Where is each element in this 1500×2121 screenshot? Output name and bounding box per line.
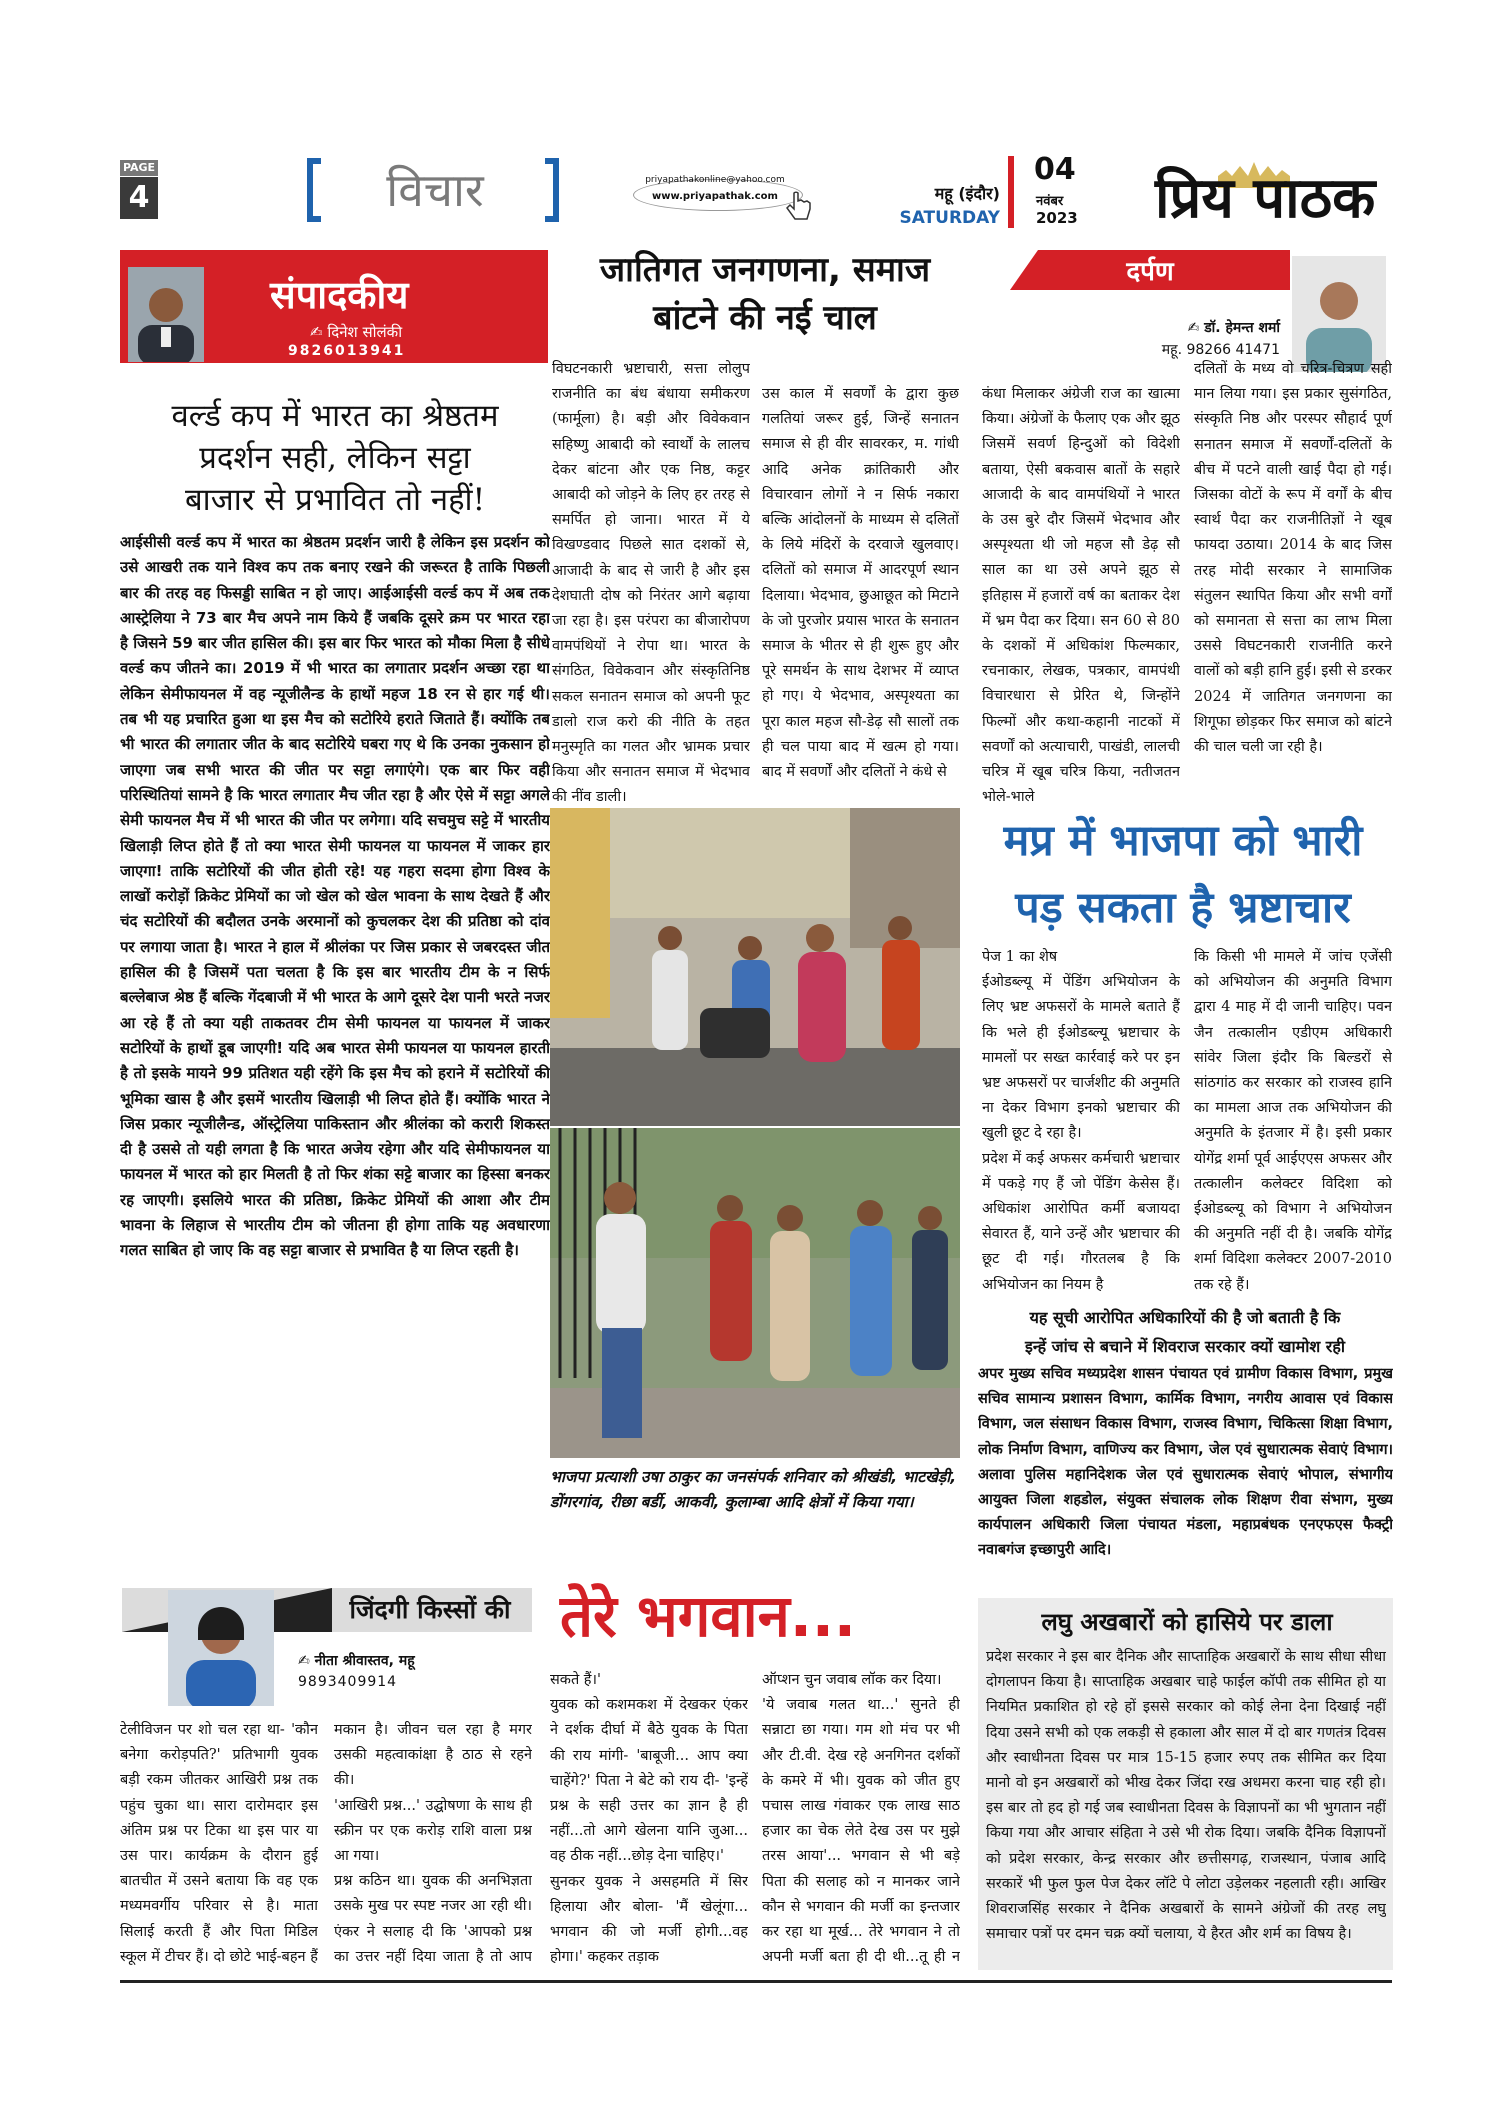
darpan-author: ✍ डॉ. हेमन्त शर्मा xyxy=(1187,320,1280,336)
editorial-author-photo xyxy=(128,267,204,362)
census-col-4: दलितों के मध्य वो चरित्र-चित्रण सही मान लिया गया। इस प्रकार सुसंगठित, संस्कृति निष्ठ और परस्पर सौहार्द पूर्ण सनातन समाज में सवर्णों-दलितों के बीच में पटने वाली खाई पैदा हो गई। जिसका वोटों के रूप में वर्गों के बीच स्वार्थ पैदा कर राजनीतिज्ञों ने खूब फायदा उठाया। 2014 के बाद जिस तरह मोदी सरकार ने सामाजिक संतुलन स्थापित किया और सभी वर्गों को समानता से सत्ता का लाभ मिला उससे विघटनकारी राजनीति करने वालों को बड़ी हानि हुई। इसी से डरकर 2024 में जातिगत जनगणना का शिगूफा छोड़कर फिर समाज को बांटने की चाल चली जा रही है। xyxy=(1194,361,1392,756)
section-bracket-right xyxy=(545,158,559,222)
corruption-headline: मप्र में भाजपा को भारी पड़ सकता है भ्रष्टाचार xyxy=(1003,816,1363,933)
bottom-rule xyxy=(120,1980,1392,1983)
darpan-label: दर्पण xyxy=(1126,257,1174,287)
zindagi-banner-title: जिंदगी किस्सों की xyxy=(349,1595,511,1624)
corruption-subhead: यह सूची आरोपित अधिकारियों की है जो बताती है कि इन्हें जांच से बचाने में शिवराज सरकार क्यों खामोश रही xyxy=(1025,1308,1345,1356)
editorial-banner-title: संपादकीय xyxy=(270,273,409,317)
date-divider xyxy=(1008,156,1014,228)
census-col-1: विघटनकारी भ्रष्टाचारी, सत्ता लोलुप राजनीति का बंध बंधाया समीकरण (फार्मूला) है। बड़ी और विवेकवान सहिष्णु आबादी को स्वार्थों के लालच देकर बांटना और एक निष्ठ, कट्टर आबादी को जोड़ने के लिए हर तरह से समर्पित हो जाना। भारत में ये विखण्डवाद पिछले सात दशकों से, आजादी के बाद से जारी है और इस देशघाती दोष को निरंतर आगे बढ़ाया जा रहा है। इस परंपरा का बीजारोपण वामपंथियों ने रोपा था। भारत के संगठित, विवेकवान और संस्कृतिनिष्ठ सकल सनातन समाज को अपनी फूट डालो राज करो की नीति के तहत मनुस्मृति का गलत और भ्रामक प्रचार किया और सनातन समाज में भेदभाव की नींव डाली। xyxy=(552,361,750,806)
campaign-photo-1 xyxy=(550,808,960,1126)
editorial-author: ✍ दिनेश सोलंकी xyxy=(310,323,403,341)
zindagi-col-2: मकान है। जीवन चल रहा है मगर उसकी महत्वाकांक्षा है ठाठ से रहने की। 'आखिरी प्रश्न...' उद्घोषणा के साथ ही स्क्रीन पर एक करोड़ राशि वाला प्रश्न आ गया। प्रश्न कठिन था। युवक की अनभिज्ञता उसके मुख पर स्पष्ट नजर आ रही थी। एंकर ने सलाह दी कि 'आपको प्रश्न का उत्तर नहीं दिया जाता है तो आप xyxy=(334,1722,532,1965)
laghu-headline: लघु अखबारों को हासिये पर डाला xyxy=(1041,1608,1333,1636)
website-badge[interactable] xyxy=(625,165,815,225)
darpan-phone: महू. 98266 41471 xyxy=(1161,342,1280,358)
tere-col-1: सकते हैं।' युवक को कशमकश में देखकर एंकर ने दर्शक दीर्घा में बैठे युवक के पिता की राय मांगी- 'बाबूजी... आप क्या चाहेंगे?' पिता ने बेटे को राय दी- 'इन्हें प्रश्न के सही उत्तर का ज्ञान है ही नहीं...तो आगे खेलना यानि जुआ... वह ठीक नहीं...छोड़ देना चाहिए।' सुनकर युवक ने असहमति में सिर हिलाया और बोला- 'मैं खेलूंगा... भगवान की जो मर्जी होगी...वह होगा।' कहकर तड़ाक xyxy=(550,1672,748,1966)
tere-headline: तेरे भगवान... xyxy=(560,1582,856,1650)
zindagi-author-photo xyxy=(168,1590,274,1706)
city-text: महू (इंदौर) xyxy=(934,184,1000,203)
corruption-col-1: पेज 1 का शेष ईओडब्ल्यू में पेंडिंग अभियोजन के लिए भ्रष्ट अफसरों के मामले बताते हैं कि भले ही ईओडब्ल्यू भ्रष्टाचार के मामलों पर सख्त कार्रवाई करे पर इन भ्रष्ट अफसरों पर चार्जशीट की अनुमति ना देकर विभाग इनको भ्रष्टाचार की खुली छूट दे रहा है। प्रदेश में कई अफसर कर्मचारी भ्रष्टाचार में पकड़े गए हैं जो पेंडिंग केसेस हैं। अधिकांश आरोपित कर्मी बजायदा सेवारत हैं, याने उन्हें और भ्रष्टाचार की छूट दी गई। गौरतलब है कि अभियोजन का नियम है xyxy=(982,949,1180,1293)
corruption-col-2: कि किसी भी मामले में जांच एजेंसी को अभियोजन की अनुमति विभाग द्वारा 4 माह में दी जानी चाहिए। पवन जैन तत्कालीन एडीएम अधिकारी सांवेर जिला इंदौर कि बिल्डरों से सांठगांठ कर सरकार को राजस्व हानि का मामला आज तक अभियोजन की अनुमति के इंतजार में है। इसी प्रकार योगेंद्र शर्मा पूर्व आईएएस अफसर और तत्कालीन कलेक्टर विदिशा को ईओडब्ल्यू को विभाग ने अभियोजन की अनुमति नहीं दी है। जबकि योगेंद्र शर्मा विदिशा कलेक्टर 2007-2010 तक रहे हैं। xyxy=(1194,949,1392,1293)
editorial-body: आईसीसी वर्ल्ड कप में भारत का श्रेष्ठतम प्रदर्शन जारी है लेकिन इस प्रदर्शन को उसे आखरी तक याने विश्व कप तक बनाए रखने की जरूरत है ताकि पिछली बार की तरह वह फिसड्डी साबित न हो जाए। आईआईसी वर्ल्ड कप में अब तक आस्ट्रेलिया ने 73 बार मैच अपने नाम किये हैं जबकि दूसरे क्रम पर भारत रहा है जिसने 59 बार जीत हासिल की। इस बार फिर भारत को मौका मिला है सीधे वर्ल्ड कप जीतने का। 2019 में भी भारत का लगातार प्रदर्शन अच्छा रहा था लेकिन सेमीफायनल में वह न्यूजीलैन्ड के हाथों महज 18 रन से हार गई थी। तब भी यह प्रचारित हुआ था इस मैच को सटोरिये हराते जिताते हैं। क्योंकि तब भी भारत की लगातार जीत के बाद सटोरिये घबरा गए थे कि उनका नुकसान हो जाएगा जब सभी भारत की जीत पर सट्टा लगाएंगे। एक बार फिर वही परिस्थितियां सामने है कि भारत लगातार मैच जीत रहा है और ऐसे में सट्टा अगले सेमी फायनल मैच में भी भारत की जीत पर लगेगा। यदि सचमुच सट्टे में भारतीय खिलाड़ी लिप्त होते हैं तो क्या भारत सेमी फायनल या फायनल में जाकर हार जाएगा! ताकि सटोरियों की जीत होती रहे! यह गहरा सदमा होगा विश्व के लाखों करोड़ों क्रिकेट प्रेमियों का जो खेल को खेल भावना के साथ देखते हैं और चंद सटोरियों की बदौलत उनके अरमानों को कुचलकर देश की प्रतिष्ठा को दांव पर लगाया जाता है। भारत ने हाल में श्रीलंका पर जिस प्रकार से जबरदस्त जीत हासिल की है जिसमें पता चलता है कि इस बार भारतीय टीम के न सिर्फ बल्लेबाज श्रेष्ठ हैं बल्कि गेंदबाजी में भी भारत के आगे दूसरे देश पानी भरते नजर आ रहे हैं तो क्या यही ताकतवर टीम सेमी फायनल या फायनल में जाकर सटोरियों के हाथों डूब जाएगी! यदि अब भारत सेमी फायनल या फायनल हारती है तो इसके मायने 99 प्रतिशत यही रहेंगे कि इस मैच को हराने में सटोरियों की भूमिका खास है और इसमें भारतीय खिलाड़ी भी लिप्त होते हैं। क्योंकि भारत ने जिस प्रकार न्यूजीलैन्ड, ऑस्ट्रेलिया पाकिस्तान और श्रीलंका को करारी शिकस्त दी है उससे तो यही लगता है कि भारत अजेय रहेगा और यदि सेमीफायनल या फायनल में भारत को हार मिलती है तो फिर शंका सट्टे बाजार का हिस्सा बनकर रह जाएगी। इसलिये भारत की प्रतिष्ठा, क्रिकेट प्रेमियों की आशा और टीम भावना के लिहाज से भारतीय टीम को जीतना ही होगा ताकि यह अवधारणा गलत साबित हो जाए कि वह सट्टा बाजार से प्रभावित है या लिप्त रहती है। xyxy=(120,533,550,1260)
photo-caption: भाजपा प्रत्याशी उषा ठाकुर का जनसंपर्क शनिवार को श्रीखंडी, भाटखेड़ी, डोंगरगांव, रीछा बर्डी, आकवी, कुलाम्बा आदि क्षेत्रों में किया गया। xyxy=(550,1468,957,1511)
date-day: 04 xyxy=(1034,152,1076,187)
editorial-banner xyxy=(120,250,548,363)
email-text: priyapathakonline@yahoo.com xyxy=(645,175,785,185)
corruption-list: अपर मुख्य सचिव मध्यप्रदेश शासन पंचायत एवं ग्रामीण विकास विभाग, प्रमुख सचिव सामान्य प्रशासन विभाग, कार्मिक विभाग, नगरीय आवास एवं विकास विभाग, जल संसाधन विकास विभाग, राजस्व विभाग, चिकित्सा शिक्षा विभाग, लोक निर्माण विभाग, वाणिज्य कर विभाग, जेल एवं सुधारात्मक सेवाएं विभाग। अलावा पुलिस महानिदेशक जेल एवं सुधारात्मक सेवाएं भोपाल, संभागीय आयुक्त जिला शहडोल, संयुक्त संचालक लोक शिक्षण रीवा संभाग, मुख्य कार्यपालन अधिकारी जिला पंचायत मंडला, महाप्रबंधक एनएफएस फैक्ट्री नवाबगंज इच्छापुरी आदि। xyxy=(978,1366,1393,1559)
weekday-text: SATURDAY xyxy=(899,208,1000,228)
campaign-photo-2 xyxy=(550,1128,960,1458)
paper-name: प्रिय पाठक xyxy=(1155,166,1376,231)
editorial-phone: 9826013941 xyxy=(288,343,406,359)
laghu-body: प्रदेश सरकार ने इस बार दैनिक और साप्ताहिक अखबारों के साथ सीधा सीधा दोगलापन किया है। साप्ताहिक अखबार चाहे फाईल कॉपी तक सीमित हो या नियमित प्रकाशित हो रहे हों इससे सरकार को कोई लेना देना दिखाई नहीं दिया उसने सभी को एक लकड़ी से हकाला और साल में दो बार गणतंत्र दिवस और स्वाधीनता दिवस पर मात्र 15-15 हजार रुपए तक सीमित कर दिया मानो वो इन अखबारों को भीख देकर जिंदा रख अधमरा करना चाह रही हो। इस बार तो हद हो गई जब स्वाधीनता दिवस के विज्ञापनों का भी भुगतान नहीं किया गया और आचार संहिता ने उसे भी रोक दिया। जबकि दैनिक विज्ञापनों को प्रदेश सरकार, केन्द्र सरकार और छत्तीसगढ़, राजस्थान, पंजाब आदि सरकारें भी फुल फुल पेज देकर लॉटे पे लोटा उड़ेलकर नहलाती रही। आखिर शिवराजसिंह सरकार ने दैनिक अखबारों के सामने अंग्रेजों की तरह लघु समाचार पत्रों पर दमन चक्र क्यों चलाया, ये हैरत और शर्म का विषय है। xyxy=(986,1649,1386,1943)
census-col-3: कंधा मिलाकर अंग्रेजी राज का खात्मा किया। अंग्रेजों के फैलाए एक और झूठ जिसमें सवर्ण हिन्दुओं को विदेशी बताया, ऐसी बकवास बातों के सहारे आजादी के बाद वामपंथियों ने भारत के उस बुरे दौर जिसमें भेदभाव और अस्पृश्यता थी जो महज सौ डेढ़ सौ साल का था उसे अपने झूठ से इतिहास में हजारों वर्ष का बताकर देश में भ्रम पैदा कर दिया। सन 60 से 80 के दशकों में अधिकांश फिल्मकार, रचनाकार, लेखक, पत्रकार, वामपंथी विचारधारा से प्रेरित थे, जिन्होंने फिल्मों और कथा-कहानी नाटकों में सवर्णों को अत्याचारी, पाखंडी, लालची चरित्र में खूब चरित्र किया, नतीजतन भोले-भाले xyxy=(982,386,1180,806)
section-bracket-left xyxy=(307,158,321,222)
tere-col-2: ऑप्शन चुन जवाब लॉक कर दिया। 'ये जवाब गलत था...' सुनते ही सन्नाटा छा गया। गम शो मंच पर भी और टी.वी. देख रहे अनगिनत दर्शकों के कमरे में भी। युवक को जीत हुए पचास लाख गंवाकर एक लाख साठ हजार का चेक लेते देख उस पर मुझे तरस आया'... भगवान से भी बड़े पिता की सलाह को न मानकर जाने कौन से भगवान की मर्जी का इन्तजार कर रहा था मूर्ख... तेरे भगवान ने तो अपनी मर्जी बता ही दी थी...तू ही न xyxy=(762,1672,960,1966)
zindagi-phone: 9893409914 xyxy=(298,1674,398,1690)
census-col-2: उस काल में सवर्णों के द्वारा कुछ गलतियां जरूर हुई, जिन्हें सनातन समाज से ही वीर सावरकर, म. गांधी आदि अनेक क्रांतिकारी और विचारवान लोगों ने न सिर्फ नकारा बल्कि आंदोलनों के माध्यम से दलितों के लिये मंदिरों के दरवाजे खुलवाए। दलितों को समाज में आदरपूर्ण स्थान दिलाया। भेदभाव, छुआछूत को मिटाने के जो पुरजोर प्रयास भारत के सनातन समाज के भीतर से ही शुरू हुए और पूरे समर्थन के साथ देशभर में व्याप्त हो गए। ये भेदभाव, अस्पृश्यता का पूरा काल महज सौ-डेढ़ सौ सालों तक ही चल पाया बाद में खत्म हो गया। बाद में सवर्णों और दलितों ने कंधे से xyxy=(762,386,959,781)
date-year: 2023 xyxy=(1036,209,1078,227)
editorial-headline: वर्ल्ड कप में भारत का श्रेष्ठतम प्रदर्शन सही, लेकिन सट्टा बाजार से प्रभावित तो नहीं! xyxy=(171,398,499,518)
section-title: विचार xyxy=(386,163,484,217)
darpan-author-photo xyxy=(1292,256,1386,372)
cursor-hand-icon xyxy=(785,189,813,223)
zindagi-author: ✍ नीता श्रीवास्तव, महू xyxy=(298,1653,415,1669)
page-number: 4 xyxy=(120,177,158,219)
zindagi-col-1: टेलीविजन पर शो चल रहा था- 'कौन बनेगा करोड़पति?' प्रतिभागी युवक बड़ी रकम जीतकर आखिरी प्रश्न तक पहुंच चुका था। सारा दारोमदार इस अंतिम प्रश्न पर टिका था इस पार या उस पार। कार्यक्रम के दौरान हुई बातचीत में उसने बताया कि वह एक मध्यमवर्गीय परिवार से है। माता सिलाई करती हैं और पिता मिडिल स्कूल में टीचर हैं। दो छोटे भाई-बहन हैं xyxy=(120,1722,318,1965)
date-month: नवंबर xyxy=(1036,194,1064,209)
page-tag: PAGE xyxy=(120,160,158,176)
census-headline: जातिगत जनगणना, समाज बांटने की नई चाल xyxy=(599,250,931,338)
website-text[interactable]: www.priyapathak.com xyxy=(652,191,778,202)
